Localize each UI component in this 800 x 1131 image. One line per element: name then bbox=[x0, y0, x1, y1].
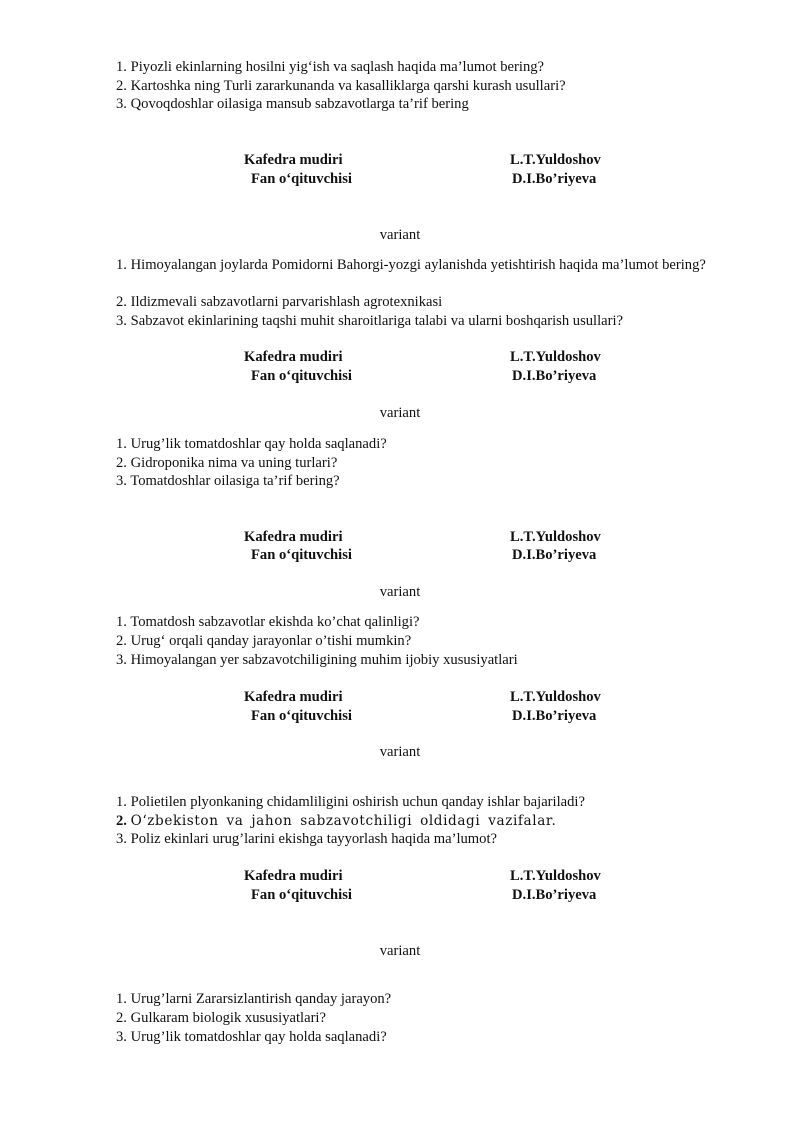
question-1-3: 3. Qovoqdoshlar oilasiga mansub sabzavotlarga ta’rif bering bbox=[116, 96, 469, 112]
teacher-name: D.I.Bo’riyeva bbox=[512, 368, 597, 384]
head-name: L.T.Yuldoshov bbox=[510, 152, 601, 168]
question-5-1: 1. Polietilen plyonkaning chidamliligini oshirish uchun qanday ishlar bajariladi? bbox=[116, 794, 585, 810]
question-4-2: 2. Urug‘ orqali qanday jarayonlar o’tishi mumkin? bbox=[116, 633, 412, 649]
head-name: L.T.Yuldoshov bbox=[510, 529, 601, 545]
question-1-2: 2. Kartoshka ning Turli zararkunanda va kasalliklarga qarshi kurash usullari? bbox=[116, 78, 566, 94]
variant-heading: variant bbox=[379, 584, 421, 600]
question-5-2: 2. O‘zbekiston va jahon sabzavotchiligi oldidagi vazifalar. bbox=[116, 813, 557, 829]
head-title: Kafedra mudiri bbox=[244, 349, 343, 365]
question-6-1: 1. Urug’larni Zararsizlantirish qanday jarayon? bbox=[116, 991, 392, 1007]
question-2-2: 2. Ildizmevali sabzavotlarni parvarishlash agrotexnikasi bbox=[116, 294, 443, 310]
head-name: L.T.Yuldoshov bbox=[510, 349, 601, 365]
variant-heading: variant bbox=[379, 405, 421, 421]
question-1-1: 1. Piyozli ekinlarning hosilni yig‘ish va saqlash haqida ma’lumot bering? bbox=[116, 59, 545, 75]
head-name: L.T.Yuldoshov bbox=[510, 868, 601, 884]
question-3-3: 3. Tomatdoshlar oilasiga ta’rif bering? bbox=[116, 473, 340, 489]
question-4-1: 1. Tomatdosh sabzavotlar ekishda ko’chat qalinligi? bbox=[116, 614, 420, 630]
variant-heading: variant bbox=[379, 943, 421, 959]
teacher-name: D.I.Bo’riyeva bbox=[512, 887, 597, 903]
teacher-name: D.I.Bo’riyeva bbox=[512, 171, 597, 187]
variant-heading: variant bbox=[379, 227, 421, 243]
question-2-3: 3. Sabzavot ekinlarining taqshi muhit sharoitlariga talabi va ularni boshqarish usullari? bbox=[116, 313, 624, 329]
head-title: Kafedra mudiri bbox=[244, 152, 343, 168]
teacher-title: Fan o‘qituvchisi bbox=[251, 887, 352, 903]
teacher-title: Fan o‘qituvchisi bbox=[251, 171, 352, 187]
teacher-title: Fan o‘qituvchisi bbox=[251, 708, 352, 724]
question-6-3: 3. Urug’lik tomatdoshlar qay holda saqlanadi? bbox=[116, 1029, 387, 1045]
teacher-name: D.I.Bo’riyeva bbox=[512, 708, 597, 724]
teacher-title: Fan o‘qituvchisi bbox=[251, 368, 352, 384]
head-name: L.T.Yuldoshov bbox=[510, 689, 601, 705]
head-title: Kafedra mudiri bbox=[244, 689, 343, 705]
question-5-3: 3. Poliz ekinlari urug’larini ekishga tayyorlash haqida ma’lumot? bbox=[116, 831, 497, 847]
head-title: Kafedra mudiri bbox=[244, 868, 343, 884]
head-title: Kafedra mudiri bbox=[244, 529, 343, 545]
question-6-2: 2. Gulkaram biologik xususiyatlari? bbox=[116, 1010, 326, 1026]
teacher-title: Fan o‘qituvchisi bbox=[251, 547, 352, 563]
question-3-1: 1. Urug’lik tomatdoshlar qay holda saqlanadi? bbox=[116, 436, 387, 452]
question-2-1: 1. Himoyalangan joylarda Pomidorni Bahorgi-yozgi aylanishda yetishtirish haqida ma’lumot bering? bbox=[116, 257, 706, 273]
teacher-name: D.I.Bo’riyeva bbox=[512, 547, 597, 563]
variant-heading: variant bbox=[379, 744, 421, 760]
question-3-2: 2. Gidroponika nima va uning turlari? bbox=[116, 455, 338, 471]
question-4-3: 3. Himoyalangan yer sabzavotchiligining muhim ijobiy xususiyatlari bbox=[116, 652, 518, 668]
